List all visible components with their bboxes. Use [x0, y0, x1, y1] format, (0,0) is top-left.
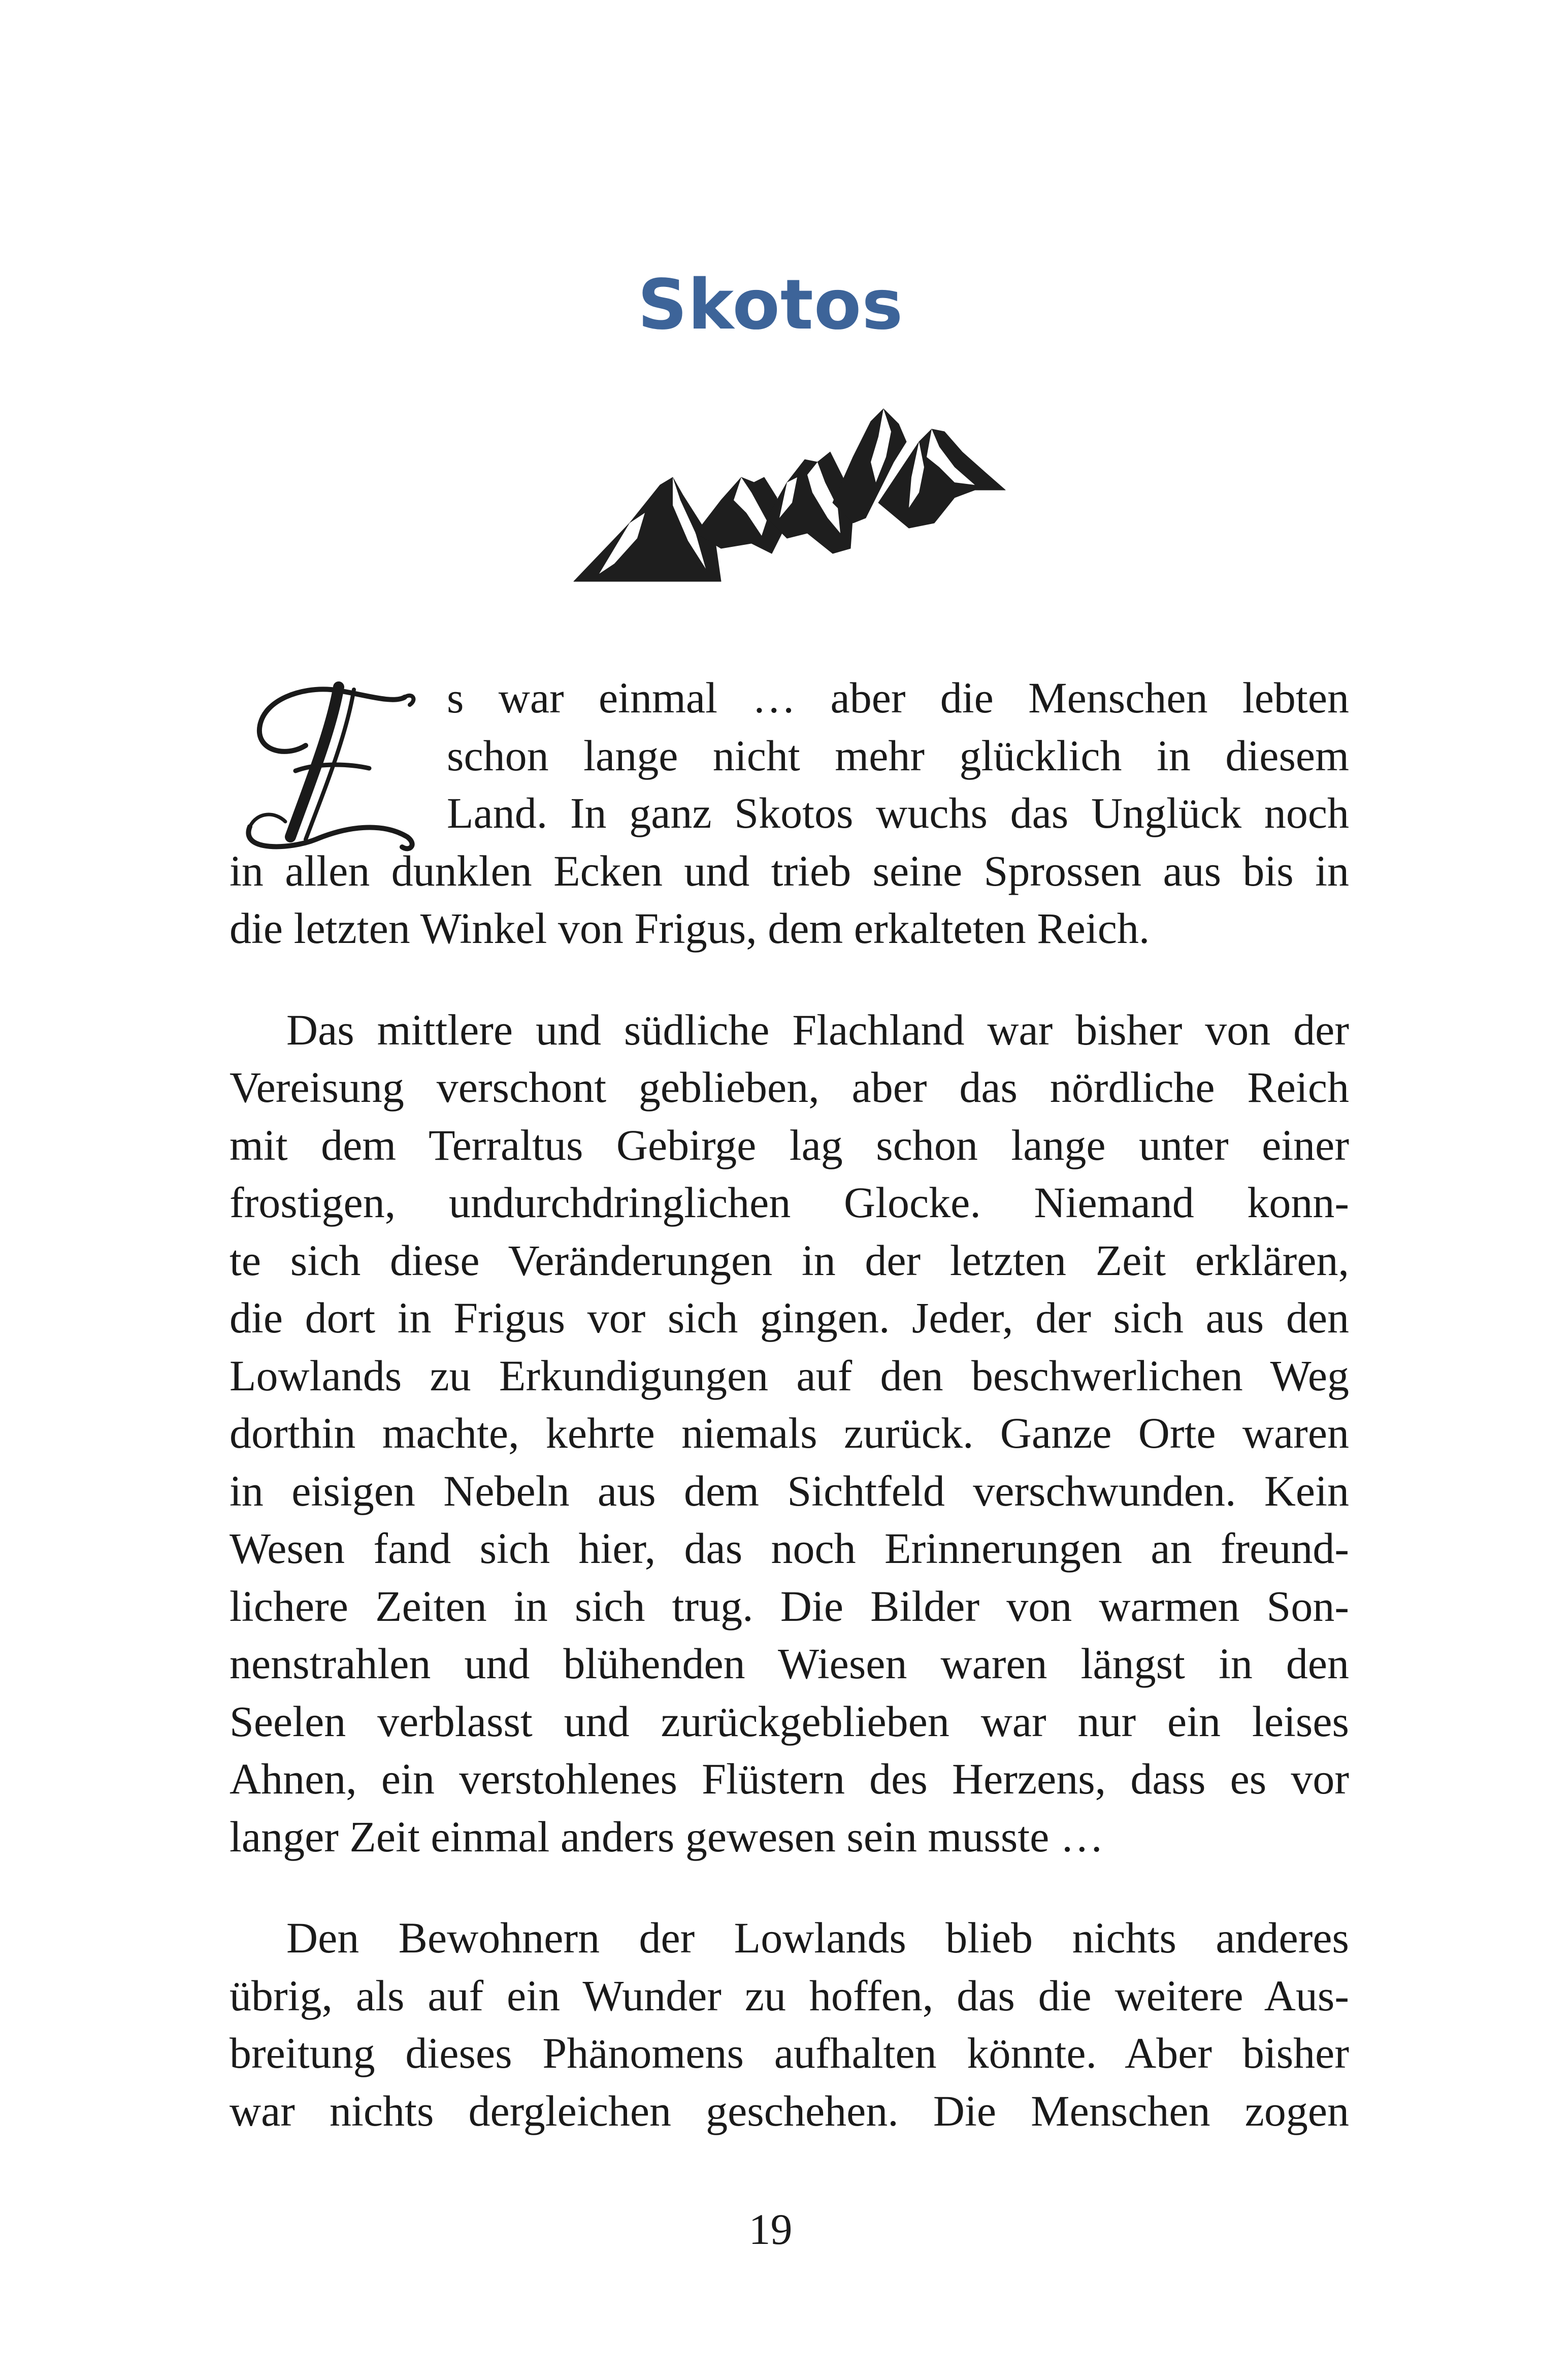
- dropcap-e-icon: [229, 669, 422, 857]
- chapter-title: Skotos: [637, 265, 904, 346]
- text-line: frostigen, undurchdringlichen Glocke. Niemand konn-: [229, 1178, 1349, 1227]
- text-line: Lowlands zu Erkundigungen auf den beschwerlichen Weg: [229, 1351, 1349, 1400]
- mountain-range-illustration: [569, 401, 1015, 604]
- text-line: Vereisung verschont geblieben, aber das nördliche Reich: [229, 1063, 1349, 1112]
- text-line: die dort in Frigus vor sich gingen. Jeder, der sich aus den: [229, 1293, 1349, 1342]
- paragraph-2: [229, 1001, 1349, 1866]
- text-line: langer Zeit einmal anders gewesen sein musste …: [229, 1812, 1104, 1861]
- text-line: schon lange nicht mehr glücklich in diesem: [447, 731, 1349, 780]
- text-line: lichere Zeiten in sich trug. Die Bilder von warmen Son-: [229, 1581, 1349, 1631]
- text-line: mit dem Terraltus Gebirge lag schon lange unter einer: [229, 1120, 1349, 1169]
- paragraph-1: [229, 669, 1349, 958]
- paragraph-3: [229, 1909, 1349, 2140]
- text-line: Das mittlere und südliche Flachland war bisher von der: [286, 1005, 1349, 1054]
- text-line: war nichts dergleichen geschehen. Die Menschen zogen: [229, 2086, 1349, 2135]
- text-line: Wesen fand sich hier, das noch Erinnerungen an freund-: [229, 1524, 1349, 1573]
- text-line: in eisigen Nebeln aus dem Sichtfeld verschwunden. Kein: [229, 1466, 1349, 1515]
- text-line: übrig, als auf ein Wunder zu hoffen, das die weitere Aus-: [229, 1971, 1349, 2020]
- text-line: Ahnen, ein verstohlenes Flüstern des Herzens, dass es vor: [229, 1754, 1349, 1803]
- text-line: te sich diese Veränderungen in der letzten Zeit erklären,: [229, 1235, 1349, 1285]
- text-line: in allen dunklen Ecken und trieb seine Sprossen aus bis in: [229, 846, 1349, 895]
- text-line: s war einmal … aber die Menschen lebten: [447, 673, 1349, 722]
- text-line: nenstrahlen und blühenden Wiesen waren längst in den: [229, 1639, 1349, 1688]
- text-line: die letzten Winkel von Frigus, dem erkalteten Reich.: [229, 904, 1150, 953]
- text-line: breitung dieses Phänomens aufhalten könnte. Aber bisher: [229, 2029, 1349, 2077]
- page-number: 19: [748, 2205, 793, 2254]
- text-line: dorthin machte, kehrte niemals zurück. Ganze Orte waren: [229, 1409, 1349, 1457]
- text-line: Seelen verblasst und zurückgeblieben war nur ein leises: [229, 1697, 1349, 1746]
- text-line: Land. In ganz Skotos wuchs das Unglück noch: [447, 789, 1349, 837]
- text-line: Den Bewohnern der Lowlands blieb nichts anderes: [286, 1913, 1349, 1962]
- chapter-body: [229, 669, 1349, 2140]
